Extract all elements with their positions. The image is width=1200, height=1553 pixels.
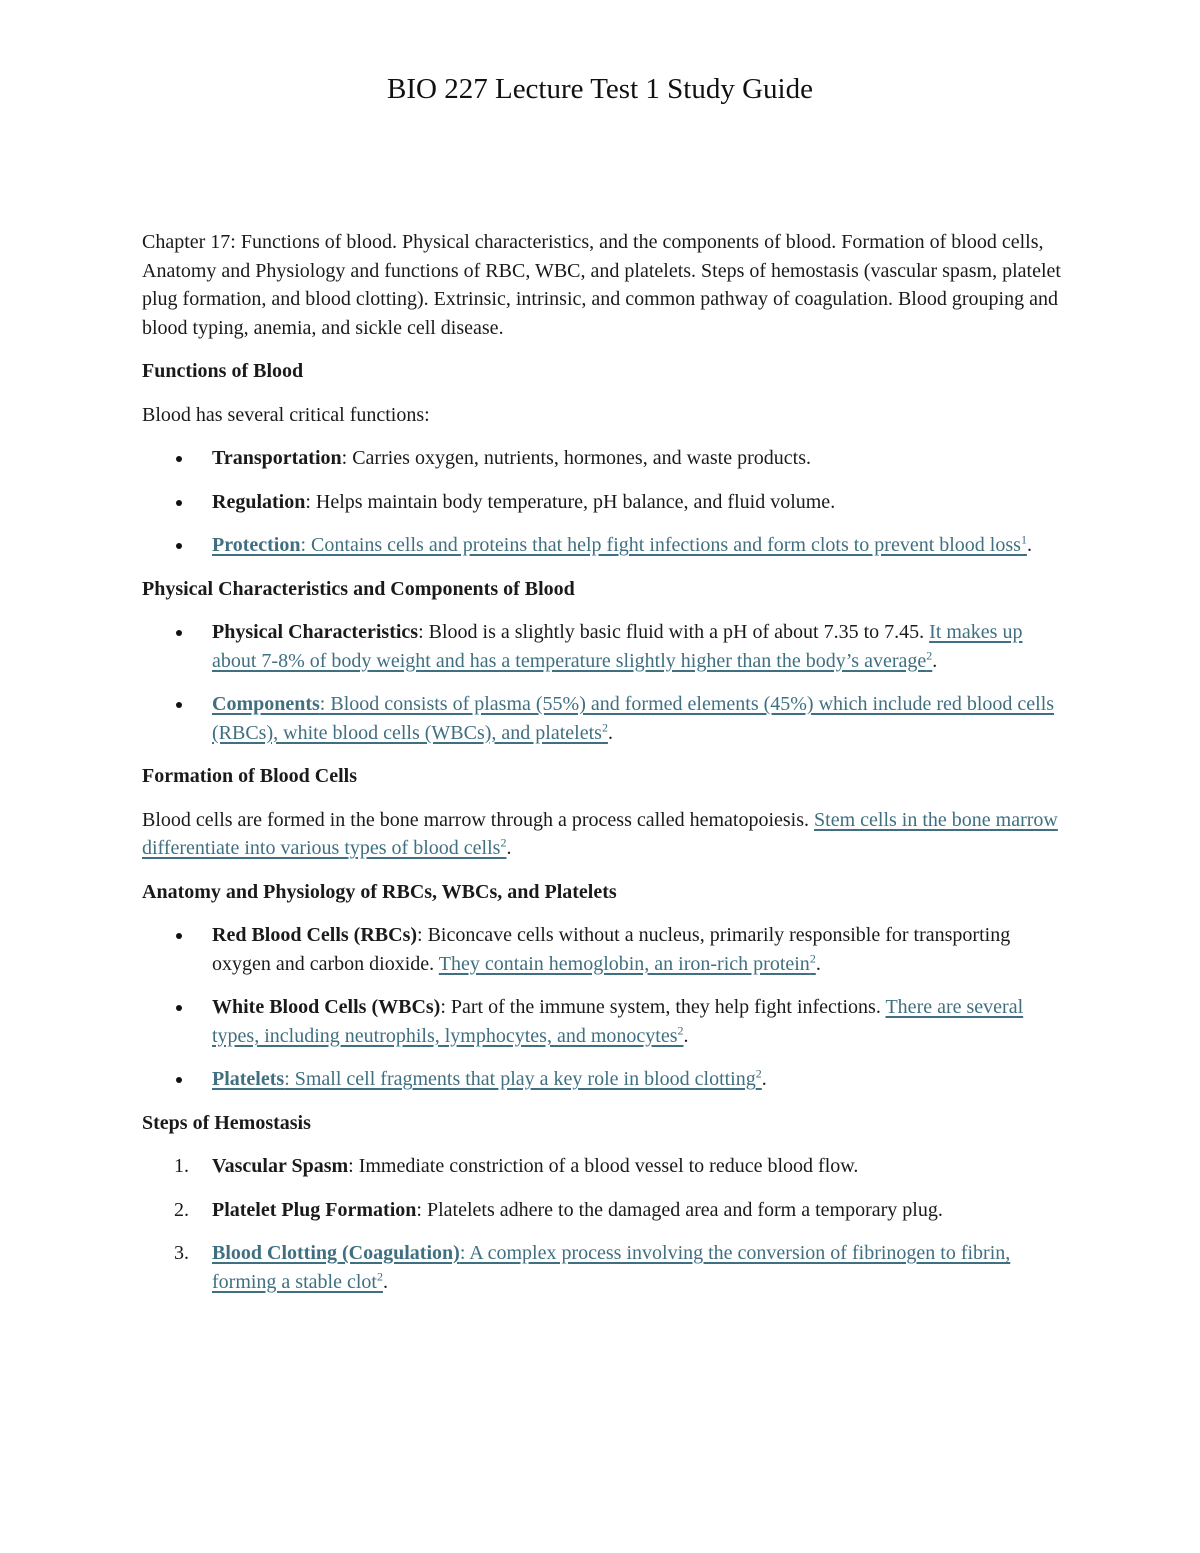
citation-link-clotting[interactable] [212,1242,1010,1293]
ref-wbc: 2 [677,1022,684,1037]
text-platelet-plug: : Platelets adhere to the damaged area and form a temporary plug. [416,1198,943,1221]
term-protection: Protection [212,534,301,556]
text-blood-clotting: : A complex process involving the conversion of fibrinogen to fibrin, forming a stable clot [212,1242,1011,1293]
ref-platelets: 2 [755,1066,762,1081]
citation-link-platelets[interactable] [212,1068,762,1090]
text-components: : Blood consists of plasma (55%) and formed elements (45%) which include red blood cells (RBCs), white blood cells (WBCs), and platelets [212,693,1055,744]
list-item-blood-clotting [142,1239,1062,1296]
term-wbc: White Blood Cells (WBCs) [212,996,441,1018]
formation-paragraph [142,806,1062,863]
term-platelets: Platelets [212,1068,285,1090]
citation-link-components[interactable] [212,693,1054,744]
bullet-icon [176,1005,182,1011]
link-text-physical: It makes up about 7-8% of body weight and has a temperature slightly higher than the body’s average [212,621,1023,672]
chapter-intro: Chapter 17: Functions of blood. Physical characteristics, and the components of blood. Formation of blood cells, Anatomy and Physiology and functions of RBC, WBC, and platelets. Steps of hemostasis (vascular spasm, platelet plug formation, and blood clotting). Extrinsic, intrinsic, and common pathway of coagulation. Blood grouping and blood typing, anemia, and sickle cell disease. [142,231,1061,339]
text-wbc: : Part of the immune system, they help fight infections. [440,996,886,1018]
end-protection: . [1026,534,1032,556]
end-clotting: . [382,1270,388,1293]
ref-components: 2 [601,719,608,734]
list-item-wbc [142,993,1062,1050]
bullet-icon [176,702,182,708]
term-rbc: Red Blood Cells (RBCs) [212,924,418,946]
bullet-icon [176,1077,182,1083]
list-item-platelets [142,1065,1062,1094]
text-transportation: : Carries oxygen, nutrients, hormones, and waste products. [341,447,811,469]
text-platelets: : Small cell fragments that play a key role in blood clotting [284,1068,756,1090]
bullet-icon [176,543,182,549]
list-item-physical-characteristics [142,618,1062,675]
list-item-components [142,690,1062,747]
term-transportation: Transportation [212,447,342,469]
bullet-icon [176,933,182,939]
section-heading-functions: Functions of Blood [142,360,304,382]
functions-lead: Blood has several critical functions: [142,403,430,426]
end-components: . [607,721,613,744]
list-item-transportation [142,444,1062,473]
text-regulation: : Helps maintain body temperature, pH balance, and fluid volume. [305,490,836,513]
formation-text: Blood cells are formed in the bone marrow through a process called hematopoiesis. [142,808,815,831]
list-item-protection [142,531,1062,560]
ref-physical: 2 [926,647,933,662]
section-heading-physical: Physical Characteristics and Components of Blood [142,577,575,600]
end-rbc: . [815,952,821,975]
section-heading-hemostasis: Steps of Hemostasis [142,1111,311,1134]
bullet-icon [176,630,182,636]
list-item-regulation [142,488,1062,517]
end-platelets: . [761,1068,767,1090]
text-vascular-spasm: : Immediate constriction of a blood vessel to reduce blood flow. [348,1155,859,1177]
list-item-platelet-plug [142,1196,1062,1225]
anatomy-list [142,921,1062,1094]
list-item-vascular-spasm [142,1152,1062,1181]
document-title: BIO 227 Lecture Test 1 Study Guide [387,73,813,105]
bullet-icon [176,500,182,506]
term-components: Components [212,693,320,715]
link-text-wbc: There are several types, including neutrophils, lymphocytes, and monocytes [212,996,1024,1047]
term-blood-clotting: Blood Clotting (Coagulation) [212,1242,460,1264]
text-rbc: : Biconcave cells without a nucleus, primarily responsible for transporting oxygen and carbon dioxide. [212,924,1011,975]
term-regulation: Regulation [212,490,306,513]
step-number: 3. [174,1242,189,1264]
step-number: 1. [174,1155,189,1177]
section-heading-formation: Formation of Blood Cells [142,765,357,787]
link-text-rbc: They contain hemoglobin, an iron-rich protein [438,952,810,975]
end-wbc: . [683,1024,689,1047]
end-formation: . [506,837,512,859]
term-physical-characteristics: Physical Characteristics [212,621,419,643]
functions-list [142,444,1062,560]
citation-link-protection[interactable] [212,534,1027,556]
link-text-formation: Stem cells in the bone marrow differentiate into various types of blood cells [142,808,1058,859]
ref-rbc: 2 [809,950,816,965]
physical-list [142,618,1062,747]
bullet-icon [176,456,182,462]
document-body [142,228,1062,1311]
ref-protection: 1 [1020,532,1027,547]
text-protection: : Contains cells and proteins that help fight infections and form clots to prevent blood loss [300,534,1021,556]
ref-formation: 2 [500,835,507,850]
section-heading-anatomy: Anatomy and Physiology of RBCs, WBCs, and Platelets [142,880,617,903]
list-item-rbc [142,921,1062,978]
hemostasis-list [142,1152,1062,1296]
end-physical: . [932,649,938,672]
citation-link-rbc[interactable] [438,950,816,975]
term-platelet-plug: Platelet Plug Formation [212,1198,417,1221]
step-number: 2. [174,1198,189,1221]
ref-clotting: 2 [376,1268,383,1283]
text-physical-characteristics: : Blood is a slightly basic fluid with a pH of about 7.35 to 7.45. [418,621,930,643]
term-vascular-spasm: Vascular Spasm [212,1155,349,1177]
